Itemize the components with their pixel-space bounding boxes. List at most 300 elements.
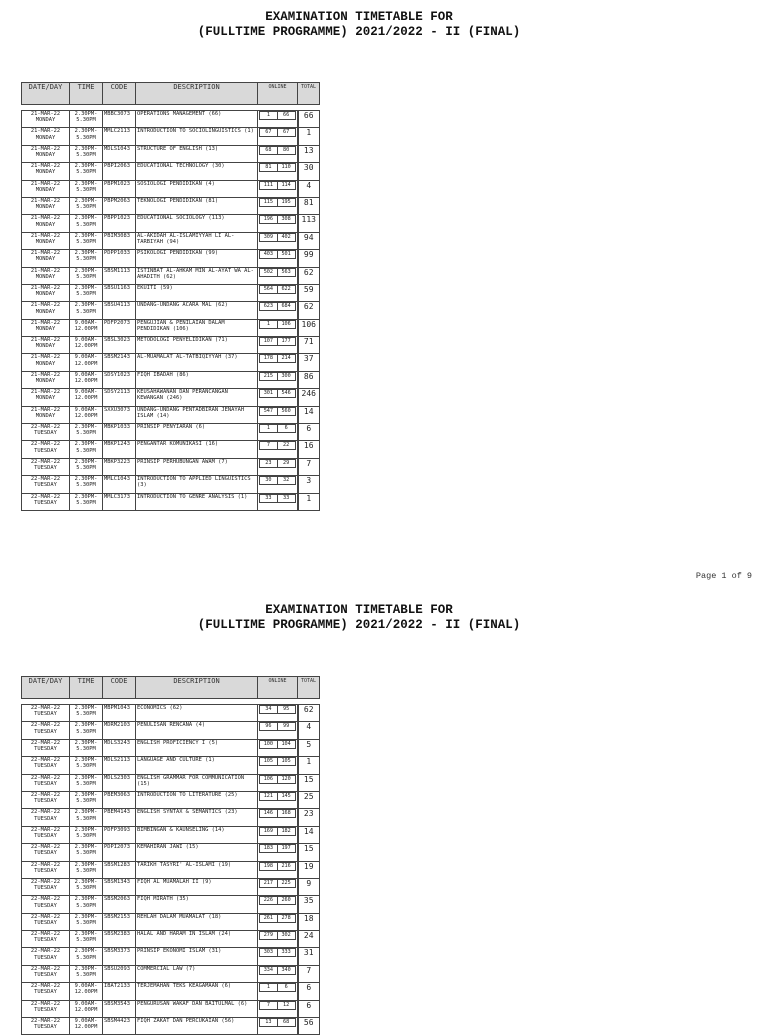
date-cell: 21-MAR-22 MONDAY — [22, 284, 70, 301]
description-cell: REHLAH DALAM MUAMALAT (18) — [136, 913, 258, 930]
total-cell: 14 — [298, 406, 320, 423]
time-cell: 2.30PM- 5.30PM — [70, 705, 103, 722]
total-cell: 31 — [298, 948, 320, 965]
seat-to: 99 — [277, 722, 296, 731]
header-total: TOTAL — [298, 83, 320, 105]
code-cell: PDPP1033 — [103, 250, 136, 267]
title-line-1: EXAMINATION TIMETABLE FOR — [265, 603, 453, 617]
seat-from: 623 — [259, 302, 277, 311]
time-cell: 2.30PM- 5.30PM — [70, 844, 103, 861]
seat-from: 1 — [259, 983, 277, 992]
seat-from: 564 — [259, 285, 277, 294]
description-cell: EDUCATIONAL TECHNOLOGY (30) — [136, 163, 258, 180]
time-cell: 2.30PM- 5.30PM — [70, 722, 103, 739]
table-row — [22, 406, 320, 423]
code-cell: PDPI2073 — [103, 844, 136, 861]
code-cell: MMLC2113 — [103, 128, 136, 145]
seat-from: 100 — [259, 740, 277, 749]
description-cell: PENGANTAR KOMUNIKASI (16) — [136, 441, 258, 458]
total-cell: 62 — [298, 705, 320, 722]
seat-to: 177 — [277, 337, 296, 346]
seat-to: 340 — [277, 966, 296, 975]
table-row — [22, 826, 320, 843]
seat-to: 32 — [277, 476, 296, 485]
date-cell: 21-MAR-22 MONDAY — [22, 145, 70, 162]
online-range-cell — [258, 757, 298, 774]
header-description: DESCRIPTION — [136, 83, 258, 105]
header-description: DESCRIPTION — [136, 677, 258, 699]
online-range-cell — [258, 861, 298, 878]
timetable-table — [21, 82, 320, 511]
description-cell: BIMBINGAN & KAUNSELING (14) — [136, 826, 258, 843]
time-cell: 2.30PM- 5.30PM — [70, 424, 103, 441]
description-cell: PRINSIP EKONOMI ISLAM (31) — [136, 948, 258, 965]
description-cell: INTRODUCTION TO APPLIED LINGUISTICS (3) — [136, 476, 258, 493]
seat-from: 196 — [259, 215, 277, 224]
seat-to: 197 — [277, 844, 296, 853]
date-cell: 22-MAR-22 TUESDAY — [22, 722, 70, 739]
online-range-cell — [258, 319, 298, 336]
description-cell: INTRODUCTION TO GENRE ANALYSIS (1) — [136, 493, 258, 510]
online-range-cell — [258, 128, 298, 145]
description-cell: TERJEMAHAN TEKS KEAGAMAAN (6) — [136, 983, 258, 1000]
seat-from: 7 — [259, 1001, 277, 1010]
code-cell: SBSM4423 — [103, 1018, 136, 1035]
table-row — [22, 250, 320, 267]
description-cell: COMMERCIAL LAW (7) — [136, 965, 258, 982]
date-cell: 21-MAR-22 MONDAY — [22, 389, 70, 406]
code-cell: MBPM1043 — [103, 705, 136, 722]
seat-from: 169 — [259, 827, 277, 836]
time-cell: 2.30PM- 5.30PM — [70, 215, 103, 232]
seat-to: 300 — [277, 372, 296, 381]
seat-to: 22 — [277, 441, 296, 450]
date-cell: 21-MAR-22 MONDAY — [22, 354, 70, 371]
seat-from: 146 — [259, 809, 277, 818]
total-cell: 81 — [298, 197, 320, 214]
code-cell: PBPP1023 — [103, 215, 136, 232]
online-range-cell — [258, 354, 298, 371]
total-cell: 3 — [298, 476, 320, 493]
online-range-cell — [258, 111, 298, 128]
total-cell: 113 — [298, 215, 320, 232]
code-cell: MBKP1243 — [103, 441, 136, 458]
code-cell: PBEM4143 — [103, 809, 136, 826]
date-cell: 22-MAR-22 TUESDAY — [22, 844, 70, 861]
date-cell: 21-MAR-22 MONDAY — [22, 197, 70, 214]
description-cell: PRINSIP PERHUBUNGAN AWAM (7) — [136, 458, 258, 475]
code-cell: PDFP3093 — [103, 826, 136, 843]
seat-to: 216 — [277, 862, 296, 871]
code-cell: PBEM3063 — [103, 791, 136, 808]
code-cell: SBSU2093 — [103, 965, 136, 982]
total-cell: 6 — [298, 983, 320, 1000]
online-range-cell — [258, 774, 298, 791]
seat-to: 80 — [277, 146, 296, 155]
date-cell: 21-MAR-22 MONDAY — [22, 267, 70, 284]
date-cell: 22-MAR-22 TUESDAY — [22, 861, 70, 878]
date-cell: 22-MAR-22 TUESDAY — [22, 948, 70, 965]
seat-from: 107 — [259, 337, 277, 346]
seat-to: 12 — [277, 1001, 296, 1010]
online-range-cell — [258, 215, 298, 232]
code-cell: SBSL3023 — [103, 337, 136, 354]
description-cell: ENGLISH SYNTAX & SEMANTICS (23) — [136, 809, 258, 826]
seat-to: 563 — [277, 268, 296, 277]
table-row — [22, 705, 320, 722]
seat-to: 308 — [277, 215, 296, 224]
total-cell: 37 — [298, 354, 320, 371]
total-cell: 1 — [298, 757, 320, 774]
date-cell: 22-MAR-22 TUESDAY — [22, 809, 70, 826]
seat-from: 215 — [259, 372, 277, 381]
time-cell: 2.30PM- 5.30PM — [70, 809, 103, 826]
code-cell: PBIM3083 — [103, 232, 136, 249]
date-cell: 21-MAR-22 MONDAY — [22, 302, 70, 319]
code-cell: MMLC1043 — [103, 476, 136, 493]
online-range-cell — [258, 844, 298, 861]
description-cell: ISTINBAT AL-AHKAM MIN AL-AYAT WA AL-AHADITH (62) — [136, 267, 258, 284]
online-range-cell — [258, 493, 298, 510]
online-range-cell — [258, 983, 298, 1000]
description-cell: ENGLISH PROFICIENCY I (5) — [136, 739, 258, 756]
time-cell: 2.30PM- 5.30PM — [70, 931, 103, 948]
page-number: Page 1 of 9 — [695, 571, 752, 581]
total-cell: 15 — [298, 844, 320, 861]
date-cell: 21-MAR-22 MONDAY — [22, 111, 70, 128]
total-cell: 13 — [298, 145, 320, 162]
seat-from: 33 — [259, 494, 277, 503]
seat-to: 29 — [277, 459, 296, 468]
table-row — [22, 948, 320, 965]
date-cell: 22-MAR-22 TUESDAY — [22, 1000, 70, 1017]
document-title — [0, 10, 718, 40]
total-cell: 62 — [298, 267, 320, 284]
description-cell: FIQH AL MUAMALAH II (9) — [136, 878, 258, 895]
date-cell: 22-MAR-22 TUESDAY — [22, 896, 70, 913]
code-cell: SBSU1163 — [103, 284, 136, 301]
total-cell: 246 — [298, 389, 320, 406]
time-cell: 2.30PM- 5.30PM — [70, 267, 103, 284]
code-cell: MDLS2303 — [103, 774, 136, 791]
total-cell: 7 — [298, 458, 320, 475]
description-cell: PENGUJIAN & PENILAIAN DALAM PENDIDIKAN (106) — [136, 319, 258, 336]
total-cell: 4 — [298, 722, 320, 739]
date-cell: 21-MAR-22 MONDAY — [22, 337, 70, 354]
time-cell: 2.30PM- 5.30PM — [70, 163, 103, 180]
time-cell: 2.30PM- 5.30PM — [70, 757, 103, 774]
table-row — [22, 722, 320, 739]
seat-from: 217 — [259, 879, 277, 888]
date-cell: 22-MAR-22 TUESDAY — [22, 458, 70, 475]
seat-to: 402 — [277, 233, 296, 242]
description-cell: PENGURUSAN WAKAF DAN BAITULMAL (6) — [136, 1000, 258, 1017]
total-cell: 9 — [298, 878, 320, 895]
seat-to: 110 — [277, 163, 296, 172]
description-cell: UNDANG-UNDANG PENTADBIRAN JENAYAH ISLAM (14) — [136, 406, 258, 423]
time-cell: 9.00AM- 12.00PM — [70, 1000, 103, 1017]
date-cell: 21-MAR-22 MONDAY — [22, 319, 70, 336]
seat-from: 106 — [259, 775, 277, 784]
total-cell: 6 — [298, 424, 320, 441]
description-cell: ECONOMICS (62) — [136, 705, 258, 722]
timetable-table — [21, 676, 320, 1035]
seat-to: 114 — [277, 181, 296, 190]
table-row — [22, 424, 320, 441]
code-cell: MDLS1043 — [103, 145, 136, 162]
online-range-cell — [258, 302, 298, 319]
code-cell: MBKP3223 — [103, 458, 136, 475]
seat-from: 96 — [259, 722, 277, 731]
time-cell: 9.00AM- 12.00PM — [70, 354, 103, 371]
table-row — [22, 809, 320, 826]
seat-from: 1 — [259, 111, 277, 120]
total-cell: 71 — [298, 337, 320, 354]
code-cell: PBPM1023 — [103, 180, 136, 197]
time-cell: 9.00AM- 12.00PM — [70, 319, 103, 336]
seat-from: 67 — [259, 128, 277, 137]
total-cell: 23 — [298, 809, 320, 826]
time-cell: 2.30PM- 5.30PM — [70, 913, 103, 930]
online-range-cell — [258, 722, 298, 739]
seat-from: 198 — [259, 862, 277, 871]
table-row — [22, 913, 320, 930]
online-range-cell — [258, 948, 298, 965]
description-cell: EDUCATIONAL SOCIOLOGY (113) — [136, 215, 258, 232]
table-row — [22, 163, 320, 180]
time-cell: 2.30PM- 5.30PM — [70, 145, 103, 162]
header-date-day: DATE/DAY — [22, 677, 70, 699]
total-cell: 59 — [298, 284, 320, 301]
seat-to: 106 — [277, 320, 296, 329]
seat-from: 309 — [259, 233, 277, 242]
seat-to: 622 — [277, 285, 296, 294]
online-range-cell — [258, 197, 298, 214]
online-range-cell — [258, 441, 298, 458]
seat-to: 546 — [277, 389, 296, 398]
code-cell: PBPM2063 — [103, 197, 136, 214]
date-cell: 22-MAR-22 TUESDAY — [22, 1018, 70, 1035]
table-row — [22, 180, 320, 197]
seat-from: 279 — [259, 931, 277, 940]
seat-to: 145 — [277, 792, 296, 801]
header-online: ONLINE — [258, 677, 298, 699]
table-row — [22, 354, 320, 371]
date-cell: 21-MAR-22 MONDAY — [22, 406, 70, 423]
time-cell: 2.30PM- 5.30PM — [70, 493, 103, 510]
table-row — [22, 441, 320, 458]
total-cell: 5 — [298, 739, 320, 756]
online-range-cell — [258, 931, 298, 948]
description-cell: PRINSIP PENYIARAN (6) — [136, 424, 258, 441]
table-row — [22, 197, 320, 214]
code-cell: SDSY2113 — [103, 389, 136, 406]
seat-from: 1 — [259, 320, 277, 329]
time-cell: 2.30PM- 5.30PM — [70, 861, 103, 878]
online-range-cell — [258, 371, 298, 388]
description-cell: UNDANG-UNDANG ACARA MAL (62) — [136, 302, 258, 319]
seat-from: 226 — [259, 896, 277, 905]
seat-to: 104 — [277, 740, 296, 749]
table-row — [22, 757, 320, 774]
table-row — [22, 493, 320, 510]
total-cell: 1 — [298, 128, 320, 145]
code-cell: SBSM3543 — [103, 1000, 136, 1017]
seat-to: 214 — [277, 354, 296, 363]
seat-to: 225 — [277, 879, 296, 888]
header-date-day: DATE/DAY — [22, 83, 70, 105]
date-cell: 22-MAR-22 TUESDAY — [22, 476, 70, 493]
seat-to: 182 — [277, 827, 296, 836]
seat-from: 121 — [259, 792, 277, 801]
code-cell: PBPI2063 — [103, 163, 136, 180]
time-cell: 2.30PM- 5.30PM — [70, 896, 103, 913]
online-range-cell — [258, 791, 298, 808]
code-cell: SBSM1113 — [103, 267, 136, 284]
description-cell: KEUSAHAWANAN DAN PERANCANGAN KEWANGAN (246) — [136, 389, 258, 406]
date-cell: 22-MAR-22 TUESDAY — [22, 757, 70, 774]
total-cell: 7 — [298, 965, 320, 982]
seat-to: 68 — [277, 1018, 296, 1027]
total-cell: 15 — [298, 774, 320, 791]
date-cell: 22-MAR-22 TUESDAY — [22, 424, 70, 441]
table-row — [22, 371, 320, 388]
code-cell: MDLS3243 — [103, 739, 136, 756]
seat-to: 33 — [277, 494, 296, 503]
online-range-cell — [258, 389, 298, 406]
header-online: ONLINE — [258, 83, 298, 105]
time-cell: 2.30PM- 5.30PM — [70, 476, 103, 493]
total-cell: 30 — [298, 163, 320, 180]
table-row — [22, 215, 320, 232]
table-row — [22, 844, 320, 861]
seat-from: 547 — [259, 407, 277, 416]
online-range-cell — [258, 250, 298, 267]
date-cell: 21-MAR-22 MONDAY — [22, 128, 70, 145]
table-row — [22, 861, 320, 878]
seat-to: 501 — [277, 250, 296, 259]
document-title — [0, 603, 718, 633]
total-cell: 14 — [298, 826, 320, 843]
time-cell: 2.30PM- 5.30PM — [70, 197, 103, 214]
description-cell: TARIKH TASYRI' AL-ISLAMI (19) — [136, 861, 258, 878]
description-cell: AL-AKIDAH AL-ISLAMIYYAH LI AL-TARBIYAH (94) — [136, 232, 258, 249]
description-cell: SOSIOLOGI PENDIDIKAN (4) — [136, 180, 258, 197]
code-cell: MDRM2103 — [103, 722, 136, 739]
header-time: TIME — [70, 677, 103, 699]
description-cell: PENULISAN RENCANA (4) — [136, 722, 258, 739]
seat-from: 301 — [259, 389, 277, 398]
table-row — [22, 284, 320, 301]
online-range-cell — [258, 1018, 298, 1035]
time-cell: 2.30PM- 5.30PM — [70, 965, 103, 982]
time-cell: 2.30PM- 5.30PM — [70, 441, 103, 458]
online-range-cell — [258, 163, 298, 180]
table-row — [22, 267, 320, 284]
time-cell: 2.30PM- 5.30PM — [70, 128, 103, 145]
code-cell: SBSM3373 — [103, 948, 136, 965]
online-range-cell — [258, 826, 298, 843]
seat-to: 168 — [277, 809, 296, 818]
description-cell: METODOLOGI PENYELIDIKAN (71) — [136, 337, 258, 354]
date-cell: 22-MAR-22 TUESDAY — [22, 774, 70, 791]
total-cell: 106 — [298, 319, 320, 336]
seat-to: 120 — [277, 775, 296, 784]
total-cell: 24 — [298, 931, 320, 948]
description-cell: KEMAHIRAN JAWI (15) — [136, 844, 258, 861]
seat-to: 333 — [277, 948, 296, 957]
seat-to: 105 — [277, 757, 296, 766]
table-row — [22, 1018, 320, 1035]
time-cell: 2.30PM- 5.30PM — [70, 232, 103, 249]
seat-to: 684 — [277, 302, 296, 311]
description-cell: OPERATIONS MANAGEMENT (66) — [136, 111, 258, 128]
code-cell: SBSM1283 — [103, 861, 136, 878]
total-cell: 66 — [298, 111, 320, 128]
seat-to: 260 — [277, 896, 296, 905]
time-cell: 2.30PM- 5.30PM — [70, 878, 103, 895]
online-range-cell — [258, 180, 298, 197]
date-cell: 22-MAR-22 TUESDAY — [22, 913, 70, 930]
date-cell: 22-MAR-22 TUESDAY — [22, 826, 70, 843]
online-range-cell — [258, 809, 298, 826]
seat-from: 178 — [259, 354, 277, 363]
table-row — [22, 965, 320, 982]
table-row — [22, 896, 320, 913]
time-cell: 2.30PM- 5.30PM — [70, 739, 103, 756]
online-range-cell — [258, 424, 298, 441]
seat-from: 261 — [259, 914, 277, 923]
code-cell: SBSM2063 — [103, 896, 136, 913]
table-row — [22, 791, 320, 808]
description-cell: AL-MUAMALAT AL-TATBIQIYYAH (37) — [136, 354, 258, 371]
online-range-cell — [258, 705, 298, 722]
description-cell: LANGUAGE AND CULTURE (1) — [136, 757, 258, 774]
total-cell: 56 — [298, 1018, 320, 1035]
time-cell: 2.30PM- 5.30PM — [70, 250, 103, 267]
total-cell: 19 — [298, 861, 320, 878]
seat-from: 7 — [259, 441, 277, 450]
online-range-cell — [258, 913, 298, 930]
header-code: CODE — [103, 83, 136, 105]
time-cell: 2.30PM- 5.30PM — [70, 948, 103, 965]
description-cell: ENGLISH GRAMMAR FOR COMMUNICATION (15) — [136, 774, 258, 791]
time-cell: 9.00AM- 12.00PM — [70, 389, 103, 406]
online-range-cell — [258, 337, 298, 354]
online-range-cell — [258, 739, 298, 756]
table-row — [22, 128, 320, 145]
code-cell: SXXU3073 — [103, 406, 136, 423]
table-row — [22, 878, 320, 895]
table-row — [22, 302, 320, 319]
seat-from: 334 — [259, 966, 277, 975]
table-row — [22, 337, 320, 354]
seat-to: 6 — [277, 983, 296, 992]
time-cell: 2.30PM- 5.30PM — [70, 302, 103, 319]
header-time: TIME — [70, 83, 103, 105]
seat-from: 111 — [259, 181, 277, 190]
total-cell: 35 — [298, 896, 320, 913]
table-row — [22, 458, 320, 475]
description-cell: FIQH IBADAH (86) — [136, 371, 258, 388]
seat-to: 560 — [277, 407, 296, 416]
description-cell: STRUCTURE OF ENGLISH (13) — [136, 145, 258, 162]
table-row — [22, 389, 320, 406]
table-row — [22, 739, 320, 756]
total-cell: 6 — [298, 1000, 320, 1017]
seat-to: 302 — [277, 931, 296, 940]
seat-from: 105 — [259, 757, 277, 766]
